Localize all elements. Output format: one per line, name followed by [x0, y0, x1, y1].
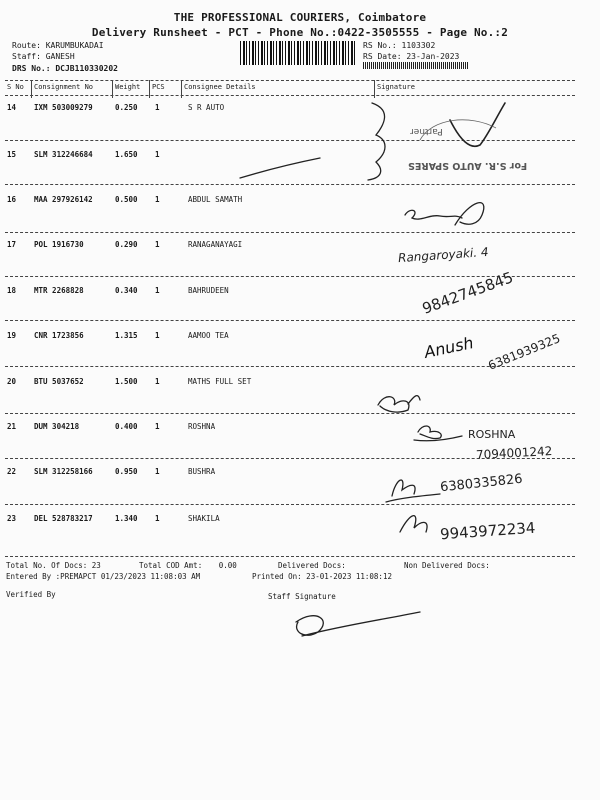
row-sno: 19 [7, 331, 17, 340]
row-sno: 18 [7, 286, 17, 295]
col-sno: S No [7, 83, 24, 91]
row-consignment: DUM 304218 [34, 422, 80, 431]
row-pcs: 1 [155, 377, 160, 386]
route-value: KARUMBUKADAI [45, 41, 104, 50]
signature-mark [405, 210, 462, 219]
stamp-partner: Partner [410, 126, 443, 136]
rs-date-value: 23-Jan-2023 [406, 52, 460, 61]
signature-mark [392, 480, 415, 496]
entered-by: Entered By :PREMAPCT 01/23/2023 11:08:03 AM [6, 572, 201, 581]
row-weight: 0.250 [115, 103, 138, 112]
signature-mark [386, 494, 440, 502]
col-signature: Signature [377, 83, 415, 91]
handwritten-phone: 6380335826 [439, 471, 524, 496]
row-weight: 1.650 [115, 150, 138, 159]
row-pcs: 1 [155, 240, 160, 249]
row-consignee: BAHRUDEEN [188, 286, 229, 295]
signature-mark [418, 426, 441, 439]
total-cod-label: Total COD Amt: [139, 561, 203, 570]
row-sno: 20 [7, 377, 17, 386]
row-consignment: POL 1916730 [34, 240, 84, 249]
row-weight: 1.340 [115, 514, 138, 523]
row-weight: 1.500 [115, 377, 138, 386]
row-consignee: ROSHNA [188, 422, 216, 431]
total-cod [139, 561, 237, 570]
signature-mark [408, 396, 420, 404]
row-weight: 1.315 [115, 331, 138, 340]
staff-label: Staff: [12, 52, 41, 61]
row-consignee: SHAKILA [188, 514, 220, 523]
col-pcs: PCS [152, 83, 165, 91]
row-pcs: 1 [155, 103, 160, 112]
rs-no-label: RS No.: [363, 41, 397, 50]
handwritten-phone: 6381939325 [486, 331, 563, 373]
stamp-company: For S.R. AUTO SPARES [408, 160, 528, 171]
handwritten-phone: 7094001242 [475, 444, 553, 462]
row-consignee: S R AUTO [188, 103, 225, 112]
row-sno: 21 [7, 422, 17, 431]
row-sno: 16 [7, 195, 17, 204]
drs-value: DCJB110330202 [55, 64, 118, 73]
signature-mark [302, 612, 420, 636]
staff-value: GANESH [45, 52, 75, 61]
row-consignment: SLM 312246684 [34, 150, 93, 159]
handwritten-phone: 9943972234 [439, 518, 536, 544]
handwritten-name: Rangaroyaki. 4 [397, 244, 489, 266]
row-pcs: 1 [155, 467, 160, 476]
staff-signature-label: Staff Signature [268, 592, 336, 601]
handwritten-phone: 9842745845 [419, 268, 516, 318]
row-sno: 17 [7, 240, 17, 249]
total-docs [6, 561, 101, 570]
signature-mark [450, 103, 505, 146]
total-docs-label: Total No. Of Docs: [6, 561, 88, 570]
col-weight: Weight [115, 83, 141, 91]
rs-no-value: 1103302 [401, 41, 436, 50]
rs-date-label: RS Date: [363, 52, 402, 61]
route-label: Route: [12, 41, 41, 50]
signature-mark [400, 516, 427, 532]
total-docs-value: 23 [91, 561, 101, 570]
row-weight: 0.290 [115, 240, 138, 249]
col-consignee: Consignee Details [184, 83, 256, 91]
row-consignee: AAMOO TEA [188, 331, 229, 340]
signature-mark [378, 397, 409, 412]
row-weight: 0.500 [115, 195, 138, 204]
row-consignee: BUSHRA [188, 467, 216, 476]
row-pcs: 1 [155, 331, 160, 340]
row-pcs: 1 [155, 286, 160, 295]
row-sno: 23 [7, 514, 17, 523]
row-pcs: 1 [155, 514, 160, 523]
row-consignee: ABDUL SAMATH [188, 195, 243, 204]
col-consignment: Consignment No [34, 83, 94, 91]
signature-mark [240, 158, 320, 178]
row-consignment: DEL 528783217 [34, 514, 93, 523]
company-title: THE PROFESSIONAL COURIERS, Coimbatore [173, 11, 427, 24]
row-pcs: 1 [155, 195, 160, 204]
row-consignment: IXM 503009279 [34, 103, 93, 112]
row-consignment: SLM 312258166 [34, 467, 93, 476]
row-sno: 14 [7, 103, 17, 112]
row-pcs: 1 [155, 150, 160, 159]
verified-by: Verified By [6, 590, 56, 599]
row-sno: 15 [7, 150, 17, 159]
row-consignment: BTU 5037652 [34, 377, 84, 386]
row-consignee: RANAGANAYAGI [188, 240, 243, 249]
row-sno: 22 [7, 467, 17, 476]
row-weight: 0.400 [115, 422, 138, 431]
printed-on: Printed On: 23-01-2023 11:08:12 [252, 572, 392, 581]
row-weight: 0.340 [115, 286, 138, 295]
row-consignee: MATHS FULL SET [188, 377, 252, 386]
runsheet-title: Delivery Runsheet - PCT - Phone No.:0422-3505555 - Page No.:2 [91, 26, 509, 39]
row-consignment: MTR 2268828 [34, 286, 84, 295]
handwritten-name: ROSHNA [468, 428, 516, 441]
signature-mark [368, 103, 385, 180]
row-consignment: MAA 297926142 [34, 195, 93, 204]
row-weight: 0.950 [115, 467, 138, 476]
total-cod-value: 0.00 [218, 561, 237, 570]
non-delivered-docs: Non Delivered Docs: [404, 561, 490, 570]
row-pcs: 1 [155, 422, 160, 431]
drs-label: DRS No.: [12, 64, 51, 73]
delivered-docs: Delivered Docs: [278, 561, 346, 570]
handwritten-name: Anush [422, 333, 476, 362]
signature-mark [455, 203, 484, 225]
row-consignment: CNR 1723856 [34, 331, 84, 340]
